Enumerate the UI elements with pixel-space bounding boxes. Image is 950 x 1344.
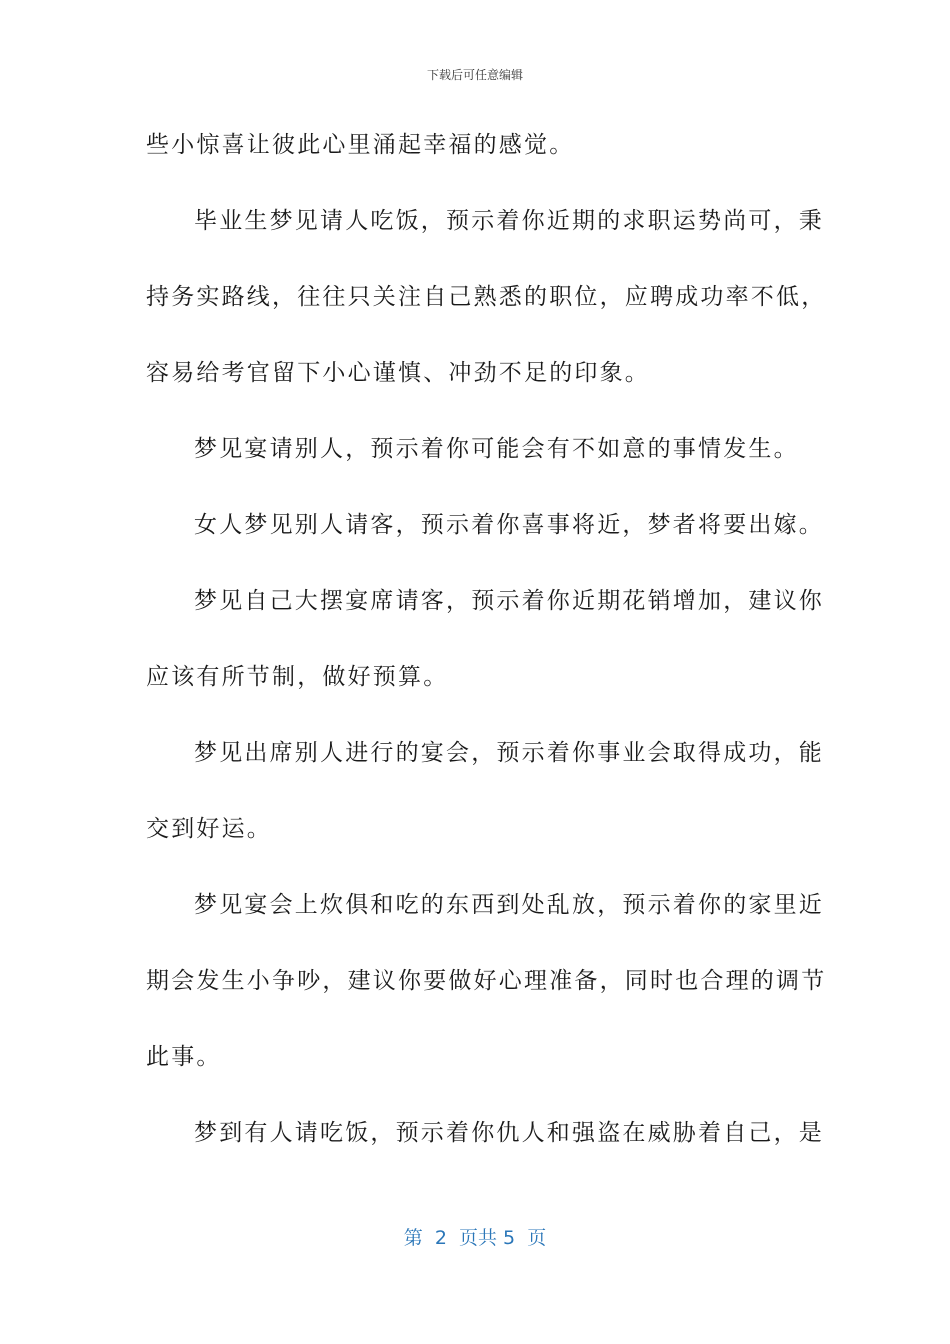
text-line: 容易给考官留下小心谨慎、冲劲不足的印象。 (146, 360, 650, 386)
text-line: 此事。 (146, 1044, 222, 1070)
text-line: 女人梦见别人请客，预示着你喜事将近，梦者将要出嫁。 (194, 512, 824, 538)
text-line: 梦见出席别人进行的宴会，预示着你事业会取得成功，能 (194, 740, 824, 766)
page-number-footer: 第 2 页共 5 页 (403, 1227, 547, 1249)
text-line: 梦见自己大摆宴席请客，预示着你近期花销增加，建议你 (194, 588, 824, 614)
text-line: 梦见宴会上炊俱和吃的东西到处乱放，预示着你的家里近 (194, 892, 824, 918)
text-line: 些小惊喜让彼此心里涌起幸福的感觉。 (146, 132, 575, 158)
text-line: 梦见宴请别人，预示着你可能会有不如意的事情发生。 (194, 436, 799, 462)
text-line: 毕业生梦见请人吃饭，预示着你近期的求职运势尚可，秉 (194, 208, 824, 234)
document-body (146, 120, 827, 1184)
page-header: 下载后可任意编辑 (426, 68, 523, 82)
text-line: 期会发生小争吵，建议你要做好心理准备，同时也合理的调节 (146, 968, 827, 994)
text-line: 梦到有人请吃饭，预示着你仇人和强盗在威胁着自己，是 (194, 1120, 824, 1146)
text-line: 持务实路线，往往只关注自己熟悉的职位，应聘成功率不低， (146, 284, 827, 310)
text-line: 应该有所节制，做好预算。 (146, 664, 449, 690)
text-line: 交到好运。 (146, 816, 272, 842)
